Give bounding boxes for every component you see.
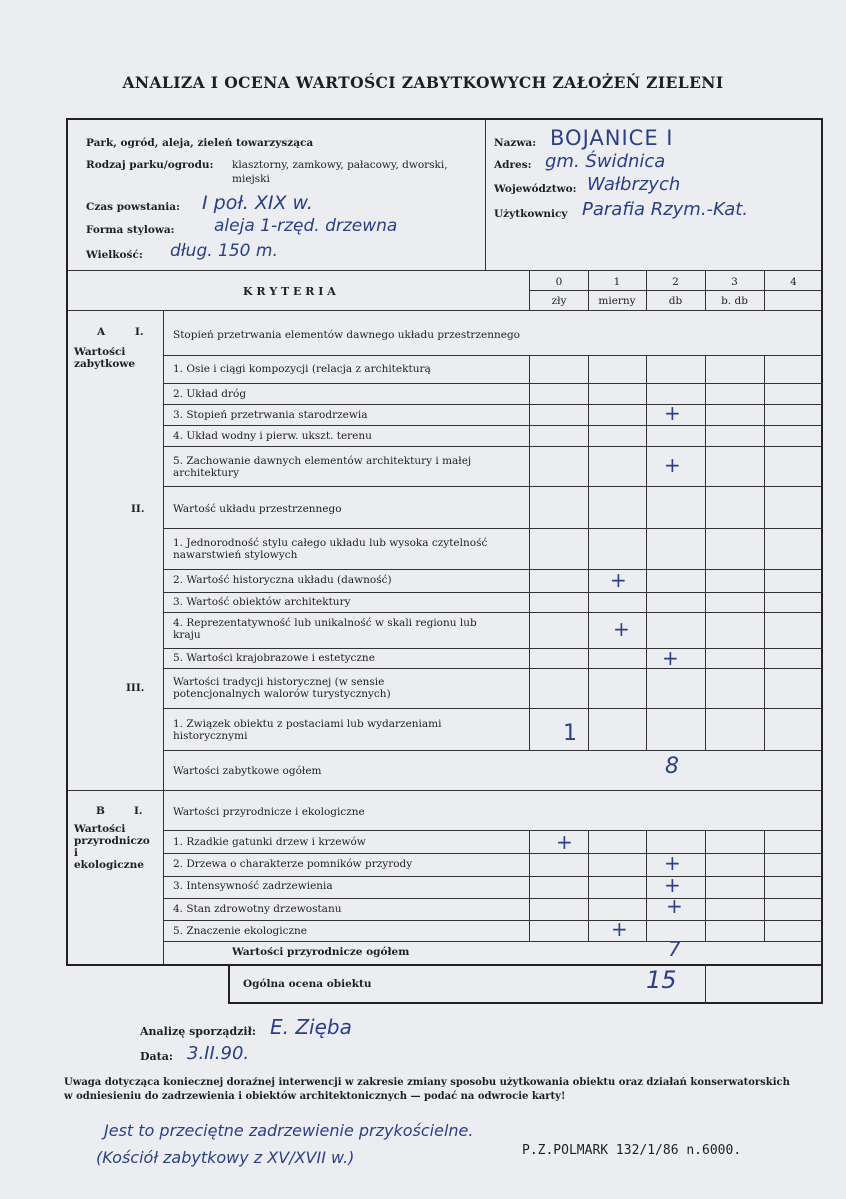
- overall-label: Ogólna ocena obiektu: [243, 978, 372, 990]
- col-line-5: [764, 270, 765, 310]
- b-grid-col-3: [646, 830, 647, 941]
- b-grid-col-1: [529, 830, 530, 941]
- score-label-zly: zły: [551, 295, 567, 307]
- adres-value: gm. Świdnica: [545, 151, 666, 172]
- note-line-1: Uwaga dotycząca koniecznej doraźnej interwencji w zakresie zmiany sposobu użytkowania obiektu oraz działań konserwatorskich: [64, 1077, 790, 1088]
- section-b-letter: B: [96, 805, 105, 817]
- header-bottom-rule: [68, 270, 823, 271]
- overall-divider: [705, 964, 706, 1004]
- header-table-rule: [68, 310, 823, 311]
- col-line-2: [588, 270, 589, 310]
- a-i-rule-1: [163, 383, 823, 384]
- analiza-label: Analizę sporządził:: [140, 1025, 256, 1038]
- a-iii-title: Wartości tradycji historycznej (w sensie potencjonalnych walorów turystycznych): [173, 676, 391, 700]
- section-a-roman-i: I.: [135, 326, 144, 338]
- score-number-0: 0: [555, 276, 563, 288]
- a-ii-title: Wartość układu przestrzennego: [173, 503, 342, 515]
- score-number-2: 2: [672, 276, 679, 288]
- rodzaj-label: Rodzaj parku/ogrodu:: [86, 159, 214, 171]
- a-i-rule-3: [163, 425, 823, 426]
- data-value: 3.II.90.: [187, 1043, 250, 1064]
- score-number-4: 4: [790, 276, 797, 288]
- handwritten-note-2: (Kościół zabytkowy z XV/XVII w.): [96, 1148, 355, 1167]
- a-i-rule-2: [163, 404, 823, 405]
- overall-value: 15: [646, 966, 677, 994]
- grid-col-2: [588, 355, 589, 750]
- nazwa-label: Nazwa:: [494, 137, 537, 149]
- analiza-signature: E. Zięba: [270, 1015, 352, 1039]
- rodzaj-options-2: miejski: [232, 173, 270, 185]
- score-label-db: db: [668, 295, 683, 307]
- b-total-label: Wartości przyrodnicze ogółem: [232, 946, 410, 958]
- a-i-row-3: 3. Stopień przetrwania starodrzewia: [173, 409, 368, 421]
- score-label-mierny: mierny: [598, 295, 636, 307]
- b-grid-col-5: [764, 830, 765, 941]
- col-line-4: [705, 270, 706, 310]
- a-total-label: Wartości zabytkowe ogółem: [173, 765, 322, 777]
- a-i-rule-5: [163, 486, 823, 487]
- kryteria-label: K R Y T E R I A: [243, 285, 336, 298]
- a-i-rule-4: [163, 446, 823, 447]
- a-i-title-rule: [163, 355, 823, 356]
- mark-a-iii-1: 1: [563, 721, 577, 746]
- mark-b-i-2: +: [664, 851, 681, 875]
- mark-b-i-4: +: [666, 894, 683, 918]
- adres-label: Adres:: [494, 159, 532, 171]
- score-label-bdb: b. db: [721, 295, 748, 307]
- mark-b-i-1: +: [556, 830, 573, 854]
- czas-label: Czas powstania:: [86, 201, 180, 213]
- b-i-title: Wartości przyrodnicze i ekologiczne: [173, 806, 365, 818]
- section-a-roman-ii: II.: [131, 503, 145, 515]
- mark-a-ii-4: +: [613, 617, 630, 641]
- score-number-3: 3: [731, 276, 738, 288]
- wielkosc-label: Wielkość:: [86, 249, 143, 261]
- b-i-rule-1: [163, 853, 823, 854]
- a-iii-title-rule: [163, 708, 823, 709]
- section-a-letter: A: [97, 326, 106, 338]
- b-i-row-5: 5. Znaczenie ekologiczne: [173, 925, 308, 937]
- b-total-value: 7: [668, 937, 681, 961]
- park-label: Park, ogród, aleja, zieleń towarzysząca: [86, 137, 314, 149]
- a-i-title: Stopień przetrwania elementów dawnego układu przestrzennego: [173, 329, 520, 341]
- a-ii-row-4: 4. Reprezentatywność lub unikalność w skali regionu lub kraju: [173, 617, 477, 641]
- b-grid-col-2: [588, 830, 589, 941]
- a-ii-row-3: 3. Wartość obiektów architektury: [173, 596, 351, 608]
- b-i-row-1: 1. Rzadkie gatunki drzew i krzewów: [173, 836, 366, 848]
- header-divider: [485, 120, 486, 270]
- section-b-roman: I.: [134, 805, 143, 817]
- uzytkownicy-label: Użytkownicy: [494, 208, 568, 220]
- col-line-1: [529, 270, 530, 310]
- wojewodztwo-value: Wałbrzych: [587, 174, 681, 195]
- a-ii-rule-4: [163, 648, 823, 649]
- section-a-bottom-rule: [68, 790, 823, 791]
- grid-col-3: [646, 355, 647, 750]
- nazwa-value: BOJANICE I: [550, 126, 674, 150]
- forma-value: aleja 1-rzęd. drzewna: [214, 216, 398, 236]
- a-ii-rule-5: [163, 668, 823, 669]
- rodzaj-options: klasztorny, zamkowy, pałacowy, dworski,: [232, 159, 448, 171]
- section-a-name: Wartości zabytkowe: [74, 346, 136, 370]
- score-number-1: 1: [613, 276, 621, 288]
- page-title: ANALIZA I OCENA WARTOŚCI ZABYTKOWYCH ZAŁOŻEŃ ZIELENI: [122, 73, 724, 92]
- wielkosc-value: dług. 150 m.: [170, 241, 278, 261]
- b-i-row-2: 2. Drzewa o charakterze pomników przyrody: [173, 858, 413, 870]
- section-a-roman-iii: III.: [126, 682, 145, 694]
- b-i-rule-3: [163, 898, 823, 899]
- a-ii-rule-1: [163, 569, 823, 570]
- a-ii-rule-2: [163, 592, 823, 593]
- a-i-row-2: 2. Układ dróg: [173, 388, 247, 400]
- mark-a-i-3: +: [664, 401, 681, 425]
- data-label: Data:: [140, 1050, 173, 1063]
- score-number-rule: [529, 290, 823, 291]
- mark-b-i-5: +: [611, 917, 628, 941]
- a-i-row-4: 4. Układ wodny i pierw. ukszt. terenu: [173, 430, 372, 442]
- grid-col-5: [764, 355, 765, 750]
- a-total-value: 8: [665, 754, 679, 779]
- wojewodztwo-label: Województwo:: [494, 183, 577, 195]
- czas-value: I poł. XIX w.: [202, 192, 313, 214]
- print-code: P.Z.POLMARK 132/1/86 n.6000.: [522, 1143, 742, 1158]
- uzytkownicy-value: Parafia Rzym.-Kat.: [582, 199, 749, 220]
- a-ii-rule-3: [163, 612, 823, 613]
- mark-a-i-5: +: [664, 453, 681, 477]
- forma-label: Forma stylowa:: [86, 224, 175, 236]
- note-line-2: w odniesieniu do zadrzewienia i obiektów architektonicznych — podać na odwrocie karty!: [64, 1091, 566, 1102]
- mark-b-i-3: +: [664, 873, 681, 897]
- a-iii-rule-1: [163, 750, 823, 751]
- a-i-row-1: 1. Osie i ciągi kompozycji (relacja z architekturą: [173, 363, 431, 375]
- mark-a-ii-5: +: [662, 646, 679, 670]
- b-i-rule-2: [163, 876, 823, 877]
- a-ii-title-rule: [163, 528, 823, 529]
- b-i-rule-5: [163, 941, 823, 942]
- a-iii-row-1: 1. Związek obiektu z postaciami lub wydarzeniami historycznymi: [173, 718, 442, 742]
- a-i-row-5: 5. Zachowanie dawnych elementów architektury i małej architektury: [173, 455, 472, 479]
- grid-col-1: [529, 355, 530, 750]
- handwritten-note-1: Jest to przeciętne zadrzewienie przykościelne.: [104, 1121, 474, 1140]
- col-line-3: [646, 270, 647, 310]
- section-b-name: Wartości przyrodniczo i ekologiczne: [74, 823, 150, 871]
- b-i-title-rule: [163, 830, 823, 831]
- a-ii-row-1: 1. Jednorodność stylu całego układu lub wysoka czytelność nawarstwień stylowych: [173, 537, 488, 561]
- b-i-row-4: 4. Stan zdrowotny drzewostanu: [173, 903, 342, 915]
- a-ii-row-2: 2. Wartość historyczna układu (dawność): [173, 574, 392, 586]
- grid-col-4: [705, 355, 706, 750]
- a-ii-row-5: 5. Wartości krajobrazowe i estetyczne: [173, 652, 375, 664]
- b-i-row-3: 3. Intensywność zadrzewienia: [173, 880, 333, 892]
- section-column-rule: [163, 310, 164, 964]
- b-grid-col-4: [705, 830, 706, 941]
- b-i-rule-4: [163, 920, 823, 921]
- mark-a-ii-2: +: [610, 568, 627, 592]
